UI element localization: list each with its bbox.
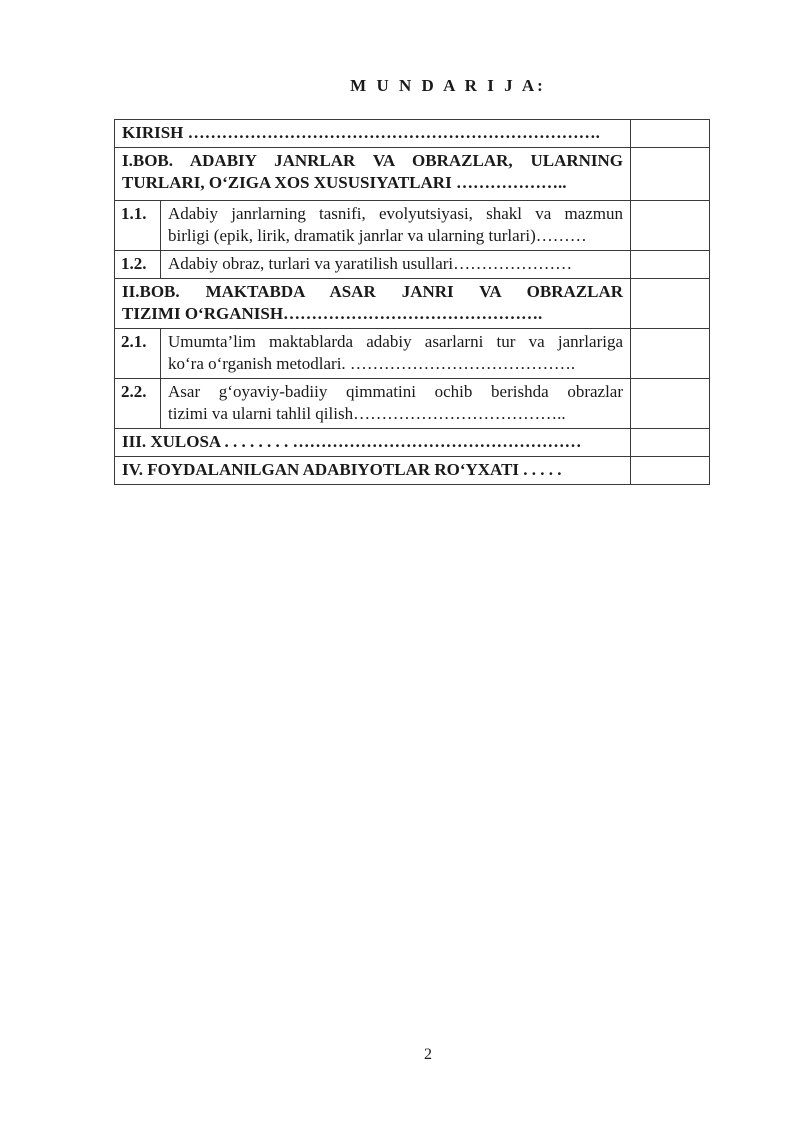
toc-row-section-2-2 [115, 379, 710, 429]
chapter-2-title-line-2: TIZIMI O‘RGANISH………………………………………. [122, 304, 543, 323]
page-cell [631, 251, 710, 279]
toc-entry-section-2-1[interactable] [161, 329, 631, 379]
toc-entry-kirish[interactable]: KIRISH ………………………………………………………………. [115, 120, 631, 148]
toc-entry-section-2-2[interactable] [161, 379, 631, 429]
section-2-2-line-1: Asar g‘oyaviy-badiiy qimmatini ochib berishda obrazlar [168, 382, 624, 401]
section-number: 2.2. [115, 379, 161, 429]
toc-row-adabiyotlar [115, 457, 710, 485]
page-cell [631, 120, 710, 148]
chapter-1-title-line-2: TURLARI, O‘ZIGA XOS XUSUSIYATLARI ……………….. [122, 173, 567, 192]
page-number: 2 [424, 1046, 432, 1063]
toc-entry-xulosa[interactable]: III. XULOSA . . . . . . . . …………………………………………… [115, 429, 631, 457]
toc-row-chapter-1 [115, 148, 710, 201]
chapter-1-title-line-1: I.BOB. ADABIY JANRLAR VA OBRAZLAR, ULARNING [122, 151, 624, 170]
page-cell [631, 379, 710, 429]
toc-entry-chapter-1[interactable] [115, 148, 631, 201]
chapter-2-title-line-1: II.BOB. MAKTABDA ASAR JANRI VA OBRAZLAR [122, 282, 624, 301]
section-2-2-line-2: tizimi va ularni tahlil qilish……………………………….. [168, 404, 566, 423]
toc-row-section-2-1 [115, 329, 710, 379]
toc-entry-adabiyotlar[interactable]: IV. FOYDALANILGAN ADABIYOTLAR RO‘YXATI . . . . . [115, 457, 631, 485]
toc-row-xulosa [115, 429, 710, 457]
toc-entry-section-1-2[interactable]: Adabiy obraz, turlari va yaratilish usullari………………… [161, 251, 631, 279]
section-1-1-line-2: birligi (epik, lirik, dramatik janrlar va ularning turlari)……… [168, 226, 587, 245]
toc-row-section-1-2 [115, 251, 710, 279]
page-cell [631, 201, 710, 251]
page-title: M U N D A R I J A: [350, 76, 546, 95]
page-cell [631, 279, 710, 329]
section-number: 2.1. [115, 329, 161, 379]
section-2-1-line-1: Umumta’lim maktablarda adabiy asarlarni tur va janrlariga [168, 332, 624, 351]
page-cell [631, 429, 710, 457]
section-number: 1.1. [115, 201, 161, 251]
toc-row-chapter-2 [115, 279, 710, 329]
page-cell [631, 148, 710, 201]
section-1-1-line-1: Adabiy janrlarning tasnifi, evolyutsiyasi, shakl va mazmun [168, 204, 624, 223]
table-of-contents [114, 119, 710, 485]
toc-entry-section-1-1[interactable] [161, 201, 631, 251]
section-number: 1.2. [115, 251, 161, 279]
toc-row-kirish [115, 120, 710, 148]
section-2-1-line-2: ko‘ra o‘rganish metodlari. …………………………………. [168, 354, 576, 373]
toc-row-section-1-1 [115, 201, 710, 251]
toc-entry-chapter-2[interactable] [115, 279, 631, 329]
page-cell [631, 457, 710, 485]
page-cell [631, 329, 710, 379]
